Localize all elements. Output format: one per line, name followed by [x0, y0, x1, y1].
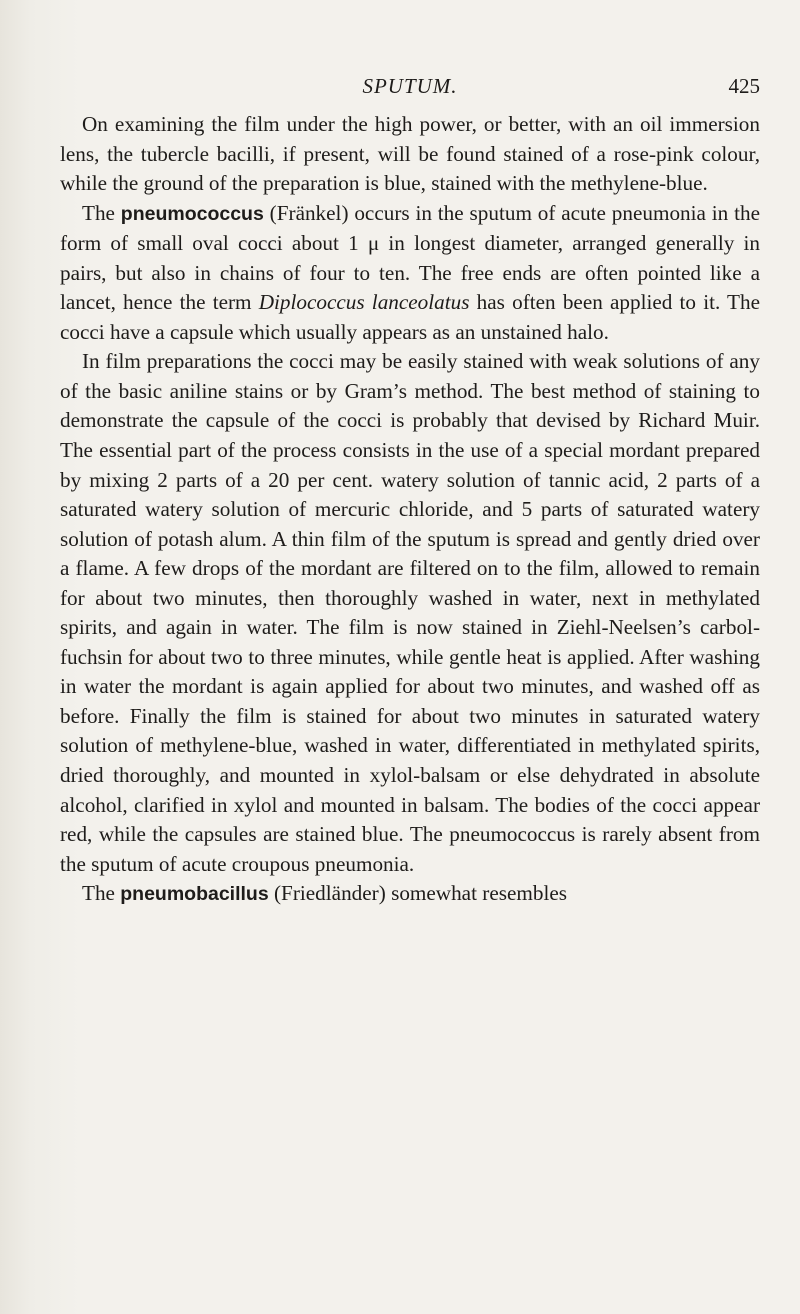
paragraph-pneumobacillus: [60, 879, 760, 910]
term-pneumobacillus: pneumobacillus: [120, 883, 269, 906]
term-pneumococcus: pneumococcus: [120, 202, 264, 225]
text-run: has often been applied to it. The cocci have a capsule which usually appears as an unstained halo.: [60, 290, 760, 344]
text-run: The: [82, 200, 121, 225]
text-run: (Fränkel) occurs in the sputum of acute pneumonia in the form of small oval cocci about 1 μ in longest diameter, arranged generally in pairs, but also in chains of four to ten. The free ends are often pointed like a lancet, hence the term: [60, 200, 760, 315]
term-diplococcus-lanceolatus: Diplococcus lanceolatus: [258, 290, 470, 315]
page-header: [60, 74, 760, 104]
text-run: In film preparations the cocci may be easily stained with weak solutions of any of the basic aniline stains or by Gram’s method. The best method of staining to demonstrate the capsule of the cocci is probably that devised by Richard Muir. The essential part of the process consists in the use of a special mordant prepared by mixing 2 parts of a 20 per cent. watery solution of tannic acid, 2 parts of a saturated watery solution of mercuric chloride, and 5 parts of saturated watery solution of potash alum. A thin film of the sputum is spread and gently dried over a flame. A few drops of the mordant are filtered on to the film, allowed to remain for about two minutes, then thoroughly washed in water, next in methylated spirits, and again in water. The film is now stained in Ziehl-Neelsen’s carbol-fuchsin for about two to three minutes, while gentle heat is applied. After washing in water the mordant is again applied for about two minutes, and washed off as before. Finally the film is stained for about two minutes in saturated watery solution of methylene-blue, washed in water, differentiated in methylated spirits, dried thoroughly, and mounted in xylol-balsam or else dehydrated in absolute alcohol, clarified in xylol and mounted in balsam. The bodies of the cocci appear red, while the capsules are stained blue. The pneumococcus is rarely absent from the sputum of acute croupous pneumonia.: [60, 349, 760, 876]
paragraph-tubercle-staining: [60, 110, 760, 199]
page-number: 425: [728, 74, 760, 98]
text-run: (Friedländer) somewhat resembles: [268, 881, 567, 906]
text-run: The: [82, 881, 121, 906]
paragraph-capsule-staining: [60, 347, 760, 879]
paragraph-pneumococcus: [60, 199, 760, 348]
body-text: [60, 110, 760, 910]
running-title: SPUTUM.: [362, 74, 458, 98]
text-run: On examining the film under the high power, or better, with an oil immersion lens, the tubercle bacilli, if present, will be found stained of a rose-pink colour, while the ground of the preparation is blue, stained with the methylene-blue.: [60, 112, 760, 196]
